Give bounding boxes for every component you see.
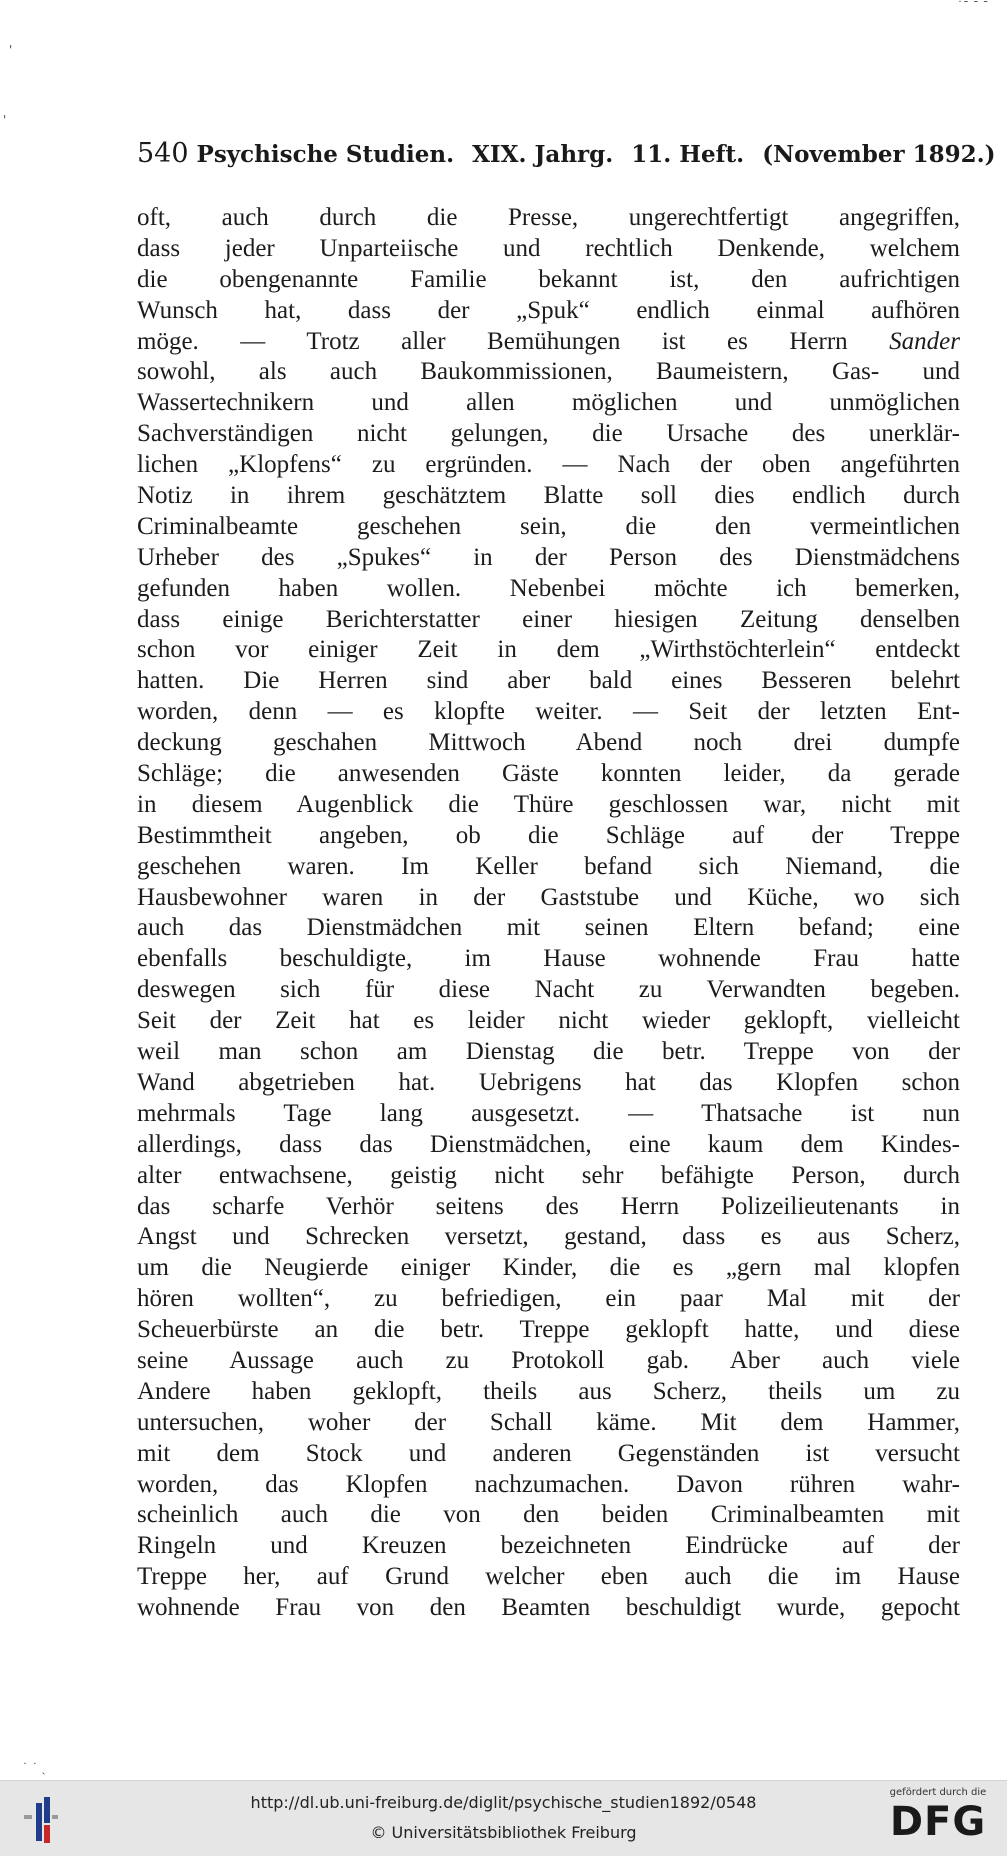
text-line: worden, das Klopfen nachzumachen. Davon rühren wahr- bbox=[137, 1470, 960, 1498]
text-line: Treppe her, auf Grund welcher eben auch die im Hause bbox=[137, 1563, 960, 1591]
journal-issue: 11. Heft. bbox=[631, 141, 745, 168]
text-line: lichen „Klopfens“ zu ergründen. — Nach der oben angeführten bbox=[137, 451, 960, 479]
text-line: mit dem Stock und anderen Gegenständen ist versucht bbox=[137, 1439, 960, 1467]
scan-artifact-mark: ˙ ˙ ˎ bbox=[22, 1761, 46, 1775]
journal-volume: XIX. Jahrg. bbox=[472, 141, 614, 168]
text-line: Scheuerbürste an die betr. Treppe geklopft hatte, und diese bbox=[137, 1316, 960, 1344]
text-line: Wand abgetrieben hat. Uebrigens hat das Klopfen schon bbox=[137, 1068, 960, 1096]
text-line: mehrmals Tage lang ausgesetzt. — Thatsache ist nun bbox=[137, 1099, 960, 1127]
source-url-link[interactable]: http://dl.ub.uni-freiburg.de/diglit/psychische_studien1892/0548 bbox=[250, 1793, 757, 1812]
text-line: oft, auch durch die Presse, ungerechtfertigt angegriffen, bbox=[137, 204, 960, 231]
text-line: untersuchen, woher der Schall käme. Mit dem Hammer, bbox=[137, 1408, 960, 1436]
text-line: Ringeln und Kreuzen bezeichneten Eindrücke auf der bbox=[137, 1532, 960, 1560]
text-line: alter entwachsene, geistig nicht sehr befähigte Person, durch bbox=[137, 1161, 960, 1189]
text-line: Sachverständigen nicht gelungen, die Ursache des unerklär- bbox=[137, 420, 960, 448]
text-line: in diesem Augenblick die Thüre geschlossen war, nicht mit bbox=[137, 790, 960, 818]
text-line: weil man schon am Dienstag die betr. Treppe von der bbox=[137, 1038, 960, 1066]
text-line: schon vor einiger Zeit in dem „Wirthstöchterlein“ entdeckt bbox=[137, 636, 960, 664]
text-line: Wassertechnikern und allen möglichen und unmöglichen bbox=[137, 389, 960, 417]
text-line: Angst und Schrecken versetzt, gestand, dass es aus Scherz, bbox=[137, 1223, 960, 1251]
text-line: geschehen waren. Im Keller befand sich Niemand, die bbox=[137, 852, 960, 880]
text-line: Schläge; die anwesenden Gäste konnten leider, da gerade bbox=[137, 760, 960, 788]
text-line: um die Neugierde einiger Kinder, die es „gern mal klopfen bbox=[137, 1254, 960, 1282]
scan-artifact-mark: ' bbox=[9, 43, 13, 57]
text-line: ebenfalls beschuldigte, im Hause wohnende Frau hatte bbox=[137, 945, 960, 973]
text-line: dass jeder Unparteiische und rechtlich Denkende, welchem bbox=[137, 234, 960, 262]
text-line bbox=[137, 327, 960, 358]
dfg-wordmark: DFG bbox=[889, 1799, 987, 1845]
text-line: das scharfe Verhör seitens des Herrn Polizeilieutenants in bbox=[137, 1192, 960, 1220]
text-line: Hausbewohner waren in der Gaststube und Küche, wo sich bbox=[137, 883, 960, 911]
text-line: scheinlich auch die von den beiden Criminalbeamten mit bbox=[137, 1501, 960, 1529]
dfg-logo-icon bbox=[883, 1785, 993, 1851]
text-line: Andere haben geklopft, theils aus Scherz, theils um zu bbox=[137, 1377, 960, 1405]
text-line: worden, denn — es klopfte weiter. — Seit der letzten Ent- bbox=[137, 698, 960, 726]
viewer-footer bbox=[0, 1780, 1007, 1856]
text-line: hatten. Die Herren sind aber bald eines Besseren belehrt bbox=[137, 667, 960, 695]
text-line: seine Aussage auch zu Protokoll gab. Aber auch viele bbox=[137, 1346, 960, 1374]
text-line: Bestimmtheit angeben, ob die Schläge auf der Treppe bbox=[137, 821, 960, 849]
journal-title: Psychische Studien. bbox=[196, 141, 455, 168]
text-line: deckung geschahen Mittwoch Abend noch drei dumpfe bbox=[137, 729, 960, 757]
text-line: wohnende Frau von den Beamten beschuldigt wurde, gepocht bbox=[137, 1594, 960, 1622]
text-line: hören wollten“, zu befriedigen, ein paar Mal mit der bbox=[137, 1285, 960, 1313]
text-line: auch das Dienstmädchen mit seinen Eltern befand; eine bbox=[137, 914, 960, 942]
text-line: sowohl, als auch Baukommissionen, Baumeistern, Gas- und bbox=[137, 358, 960, 386]
scan-artifact-mark: ˙ˉ ˉ ˉ bbox=[957, 0, 989, 13]
article-text bbox=[137, 203, 960, 1624]
text-line: Wunsch hat, dass der „Spuk“ endlich einmal aufhören bbox=[137, 296, 960, 324]
text-line: Notiz in ihrem geschätztem Blatte soll dies endlich durch bbox=[137, 482, 960, 510]
italic-name: Sander bbox=[889, 327, 960, 355]
copyright-notice: © Universitätsbibliothek Freiburg bbox=[370, 1823, 637, 1842]
text-line: die obengenannte Familie bekannt ist, den aufrichtigen bbox=[137, 265, 960, 293]
text-line: allerdings, dass das Dienstmädchen, eine kaum dem Kindes- bbox=[137, 1130, 960, 1158]
page-number: 540 bbox=[137, 138, 189, 169]
scan-artifact-mark: ' bbox=[3, 113, 7, 127]
text-line: deswegen sich für diese Nacht zu Verwandten begeben. bbox=[137, 976, 960, 1004]
text-line: gefunden haben wollen. Nebenbei möchte ich bemerken, bbox=[137, 574, 960, 602]
text-line: Seit der Zeit hat es leider nicht wieder geklopft, vielleicht bbox=[137, 1007, 960, 1035]
text-line: Urheber des „Spukes“ in der Person des Dienstmädchens bbox=[137, 543, 960, 571]
running-head bbox=[137, 138, 996, 169]
text-line: Criminalbeamte geschehen sein, die den vermeintlichen bbox=[137, 512, 960, 540]
text-line-segment: möge. — Trotz aller Bemühungen ist es Herrn bbox=[137, 327, 848, 355]
text-line: dass einige Berichterstatter einer hiesigen Zeitung denselben bbox=[137, 605, 960, 633]
dfg-funding-note: gefördert durch die bbox=[889, 1787, 987, 1798]
journal-date: (November 1892.) bbox=[762, 141, 996, 168]
